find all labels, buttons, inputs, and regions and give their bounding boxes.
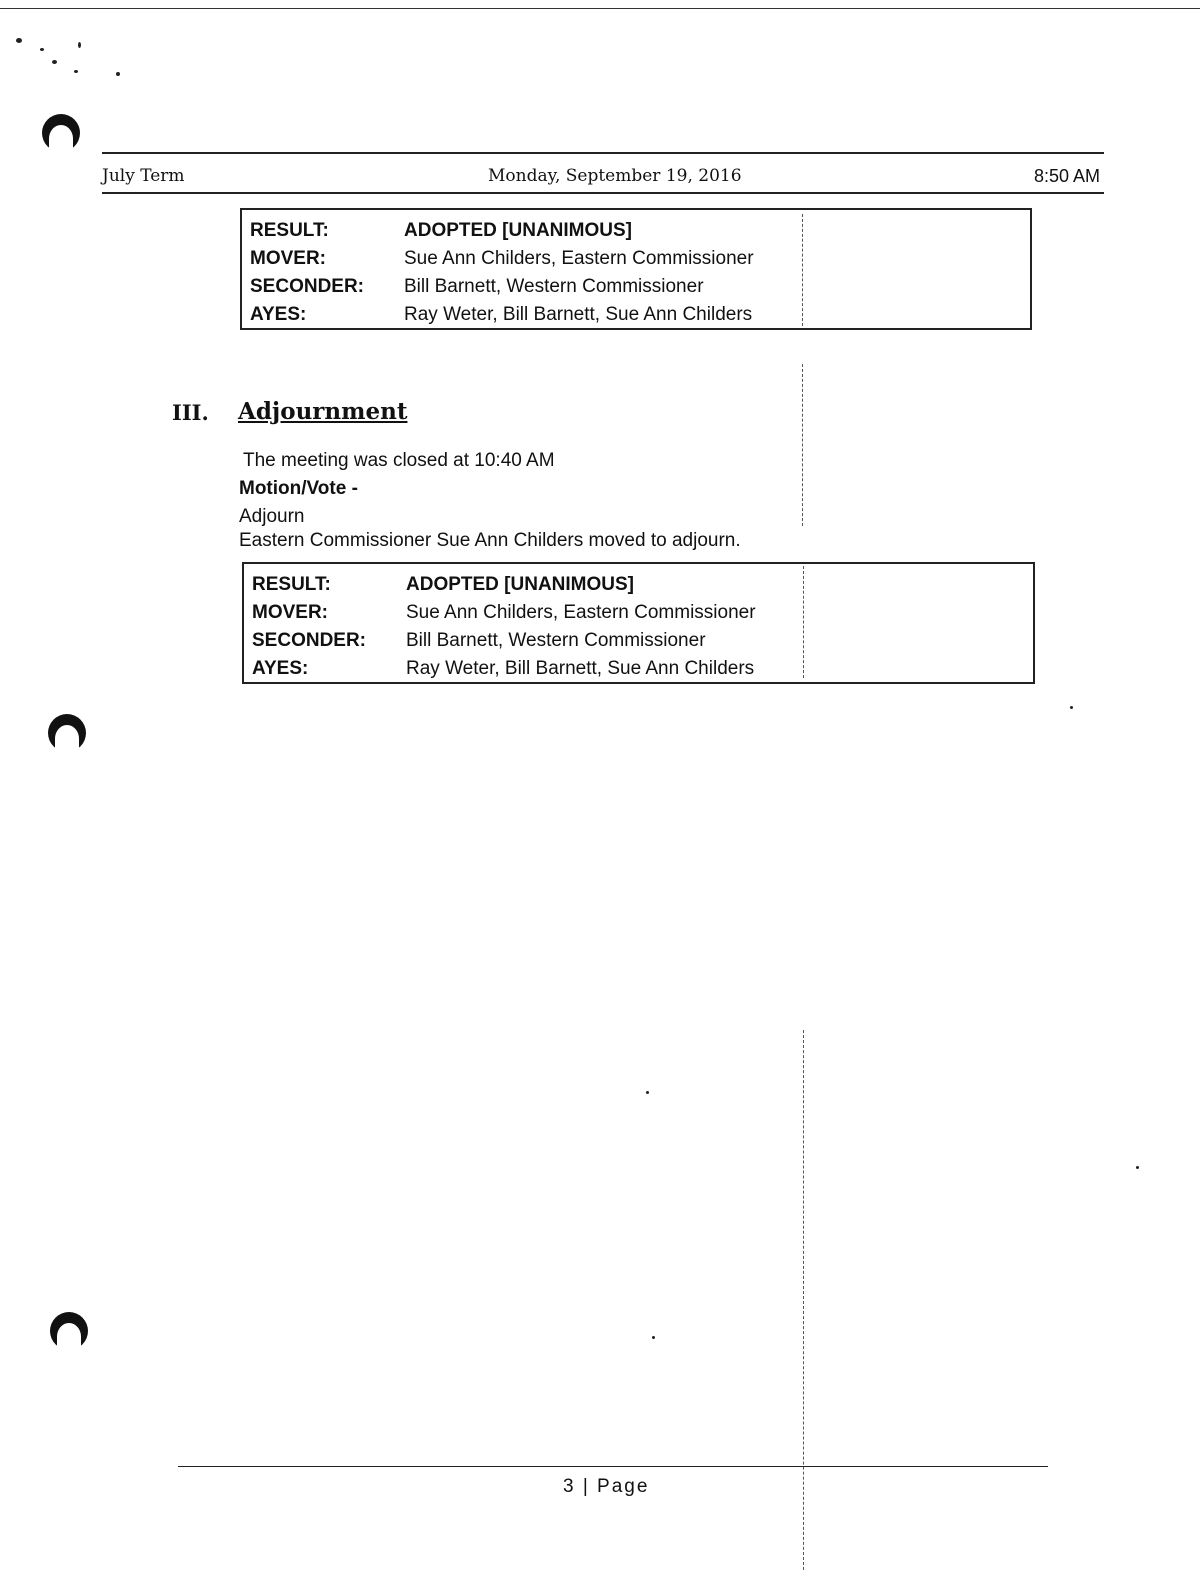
ayes-label: AYES: [250,304,307,325]
scan-speck [16,38,22,43]
page-header [102,152,1104,194]
seconder-value: Bill Barnett, Western Commissioner [406,630,706,651]
scan-speck [652,1336,655,1339]
motion-name: Adjourn [239,506,305,527]
scan-speck [74,70,78,73]
motion-text: Eastern Commissioner Sue Ann Childers moved to adjourn. [239,530,741,551]
mover-label: MOVER: [252,602,328,623]
scan-speck [78,42,81,48]
punch-hole [48,714,86,752]
motion-vote-label: Motion/Vote - [239,478,358,499]
vote-result-box [240,208,1032,330]
scan-speck [40,48,44,51]
mover-value: Sue Ann Childers, Eastern Commissioner [406,602,756,623]
header-bottom-rule [102,192,1104,194]
page-number: 3 | Page [563,1476,650,1497]
result-value: ADOPTED [UNANIMOUS] [406,574,634,595]
header-term: July Term [102,166,185,186]
seconder-label: SECONDER: [252,630,367,651]
mover-value: Sue Ann Childers, Eastern Commissioner [404,248,754,269]
scan-speck [1070,706,1073,709]
punch-hole [42,114,80,152]
scan-top-edge [0,8,1200,9]
ayes-label: AYES: [252,658,309,679]
scan-speck [646,1091,649,1094]
scan-speck [1136,1166,1139,1169]
scan-speck [116,72,120,76]
scan-fold-line [802,214,803,326]
vote-result-box [242,562,1035,684]
header-top-rule [102,152,1104,154]
footer-rule [178,1466,1048,1467]
mover-label: MOVER: [250,248,326,269]
seconder-value: Bill Barnett, Western Commissioner [404,276,704,297]
scan-fold-line [802,364,803,526]
result-value: ADOPTED [UNANIMOUS] [404,220,632,241]
header-time: 8:50 AM [1033,166,1100,186]
meeting-closed-text: The meeting was closed at 10:40 AM [243,450,555,471]
scan-fold-line [803,1030,804,1570]
punch-hole [50,1312,88,1350]
ayes-value: Ray Weter, Bill Barnett, Sue Ann Childers [404,304,753,325]
result-label: RESULT: [250,220,329,241]
result-label: RESULT: [252,574,331,595]
section-title: Adjournment [238,398,408,425]
ayes-value: Ray Weter, Bill Barnett, Sue Ann Childers [406,658,755,679]
header-date: Monday, September 19, 2016 [488,166,742,186]
seconder-label: SECONDER: [250,276,365,297]
scan-speck [52,60,57,64]
section-number: III. [172,400,209,425]
